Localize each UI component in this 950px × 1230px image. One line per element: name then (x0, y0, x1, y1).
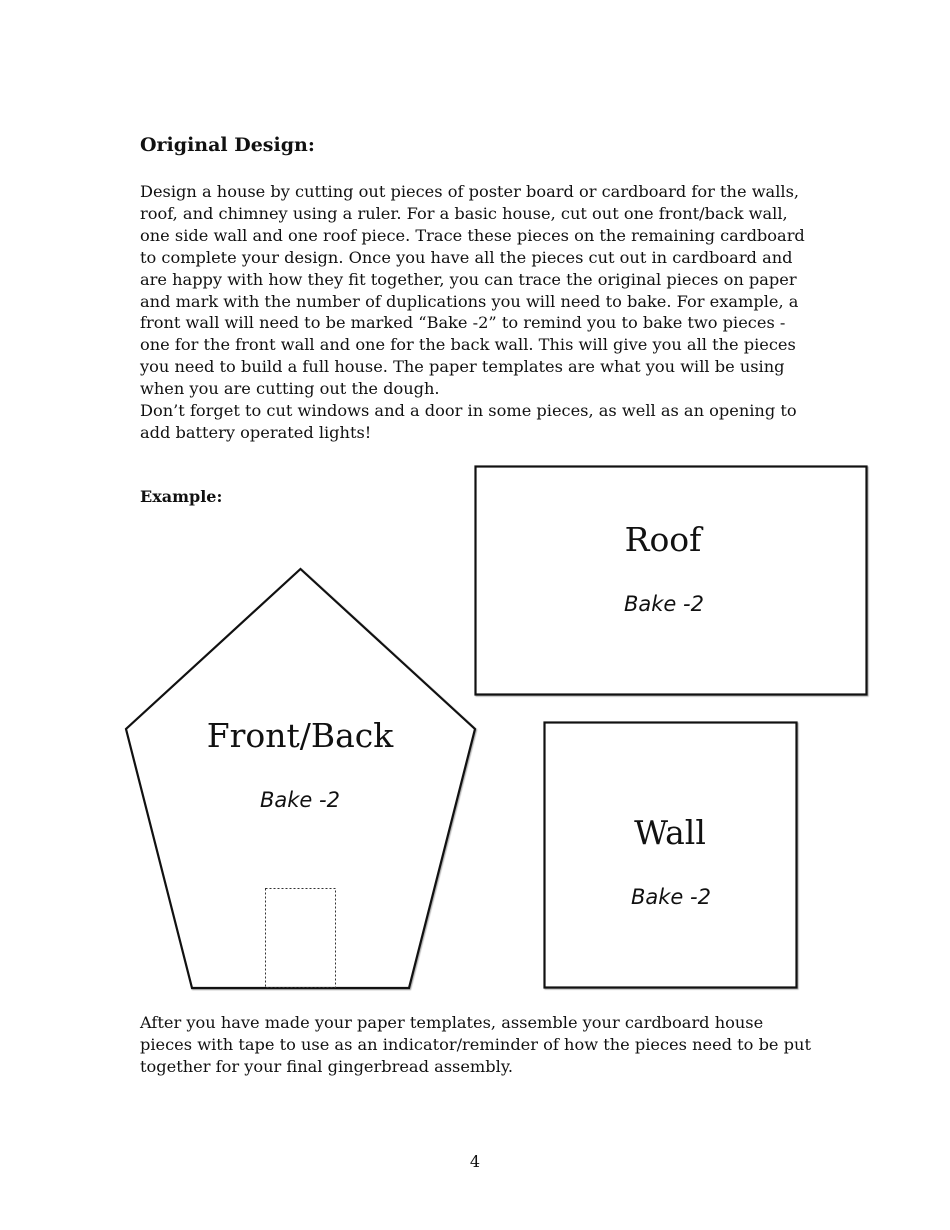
roof-piece (476, 467, 867, 695)
wall-title: Wall (634, 813, 706, 852)
roof-title: Roof (624, 520, 702, 559)
wall-piece (545, 723, 797, 988)
wall-outline (545, 723, 797, 988)
intro-paragraph: Design a house by cutting out pieces of poster board or cardboard for the walls, roof, and chimney using a ruler. For a basic house, cut out one front/back wall, one side wall and one roof piece. Trace these pieces on the remaining cardboard to complete your design. Once you have all the pieces cut out in cardboard and are happy with how they fit together, you can trace the original pieces on paper and mark with the number of duplications you will need to bake. For example, a front wall will need to be marked “Bake -2” to remind you to bake two pieces - one for the front wall and one for the back wall. This will give you all the pieces you need to build a full house. The paper templates are what you will be using when you are cutting out the dough. (140, 182, 805, 399)
front-back-bake-note: Bake -2 (260, 788, 340, 812)
roof-bake-note: Bake -2 (624, 592, 704, 616)
section-heading: Original Design: (140, 134, 315, 156)
assembly-paragraph: After you have made your paper templates, assemble your cardboard house pieces with tape to use as an indicator/reminder of how the pieces need to be put together for your final gingerbread assembly. (140, 1013, 811, 1076)
page-number: 4 (469, 1152, 481, 1171)
front-back-outline (126, 569, 475, 988)
example-label: Example: (140, 487, 223, 506)
reminder-paragraph: Don’t forget to cut windows and a door in some pieces, as well as an opening to add battery operated lights! (140, 401, 797, 442)
front-back-title: Front/Back (206, 716, 394, 755)
roof-outline (476, 467, 867, 695)
front-back-piece (126, 569, 475, 988)
wall-bake-note: Bake -2 (631, 885, 711, 909)
